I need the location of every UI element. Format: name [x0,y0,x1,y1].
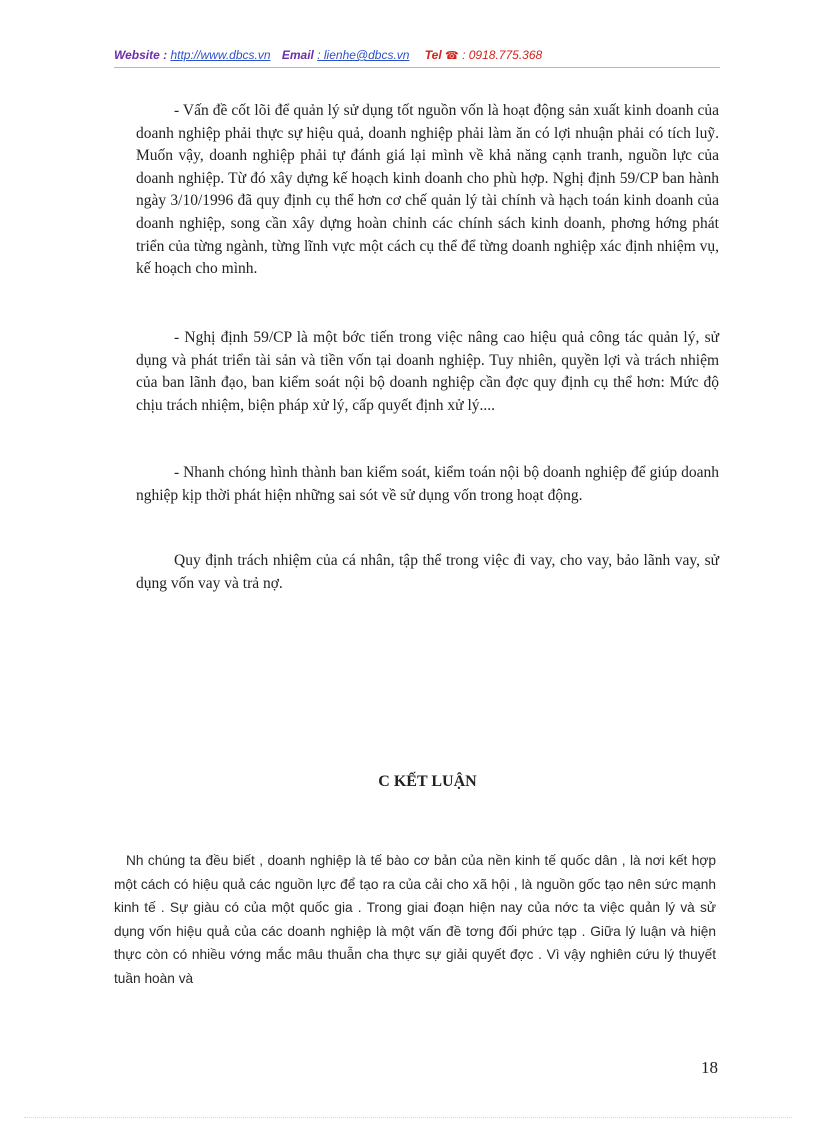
tel-number: : 0918.775.368 [462,48,543,62]
header-divider [114,67,720,68]
page-number: 18 [701,1058,718,1077]
body-paragraph-4: Quy định trách nhiệm của cá nhân, tập thể trong việc đi vay, cho vay, bảo lãnh vay, sử dụng vốn vay và trả nợ. [136,552,719,592]
phone-icon: ☎ [445,50,459,62]
conclusion-paragraph: Nh chúng ta đều biết , doanh nghiệp là tế bào cơ bản của nền kinh tế quốc dân , là nơi kết hợp một cách có hiệu quả các nguồn lực để tạo ra của cải cho xã hội , là nguồn gốc tạo nên sức mạnh kinh tế . Sự giàu có của một quốc gia . Trong giai đoạn hiện nay của nớc ta việc quản lý và sử dụng vốn hiệu quả của các doanh nghiệp là một vấn đề tơng đối phức tạp . Giữa lý luận và hiện thực còn có nhiều vớng mắc mâu thuẫn cha thực sự giải quyết đợc . Vì vậy nghiên cứu lý thuyết tuần hoàn và [114,853,716,986]
email-label: Email [281,48,314,62]
tel-label: Tel [424,48,442,62]
email-link[interactable]: : lienhe@dbcs.vn [317,48,410,62]
website-link[interactable]: http://www.dbcs.vn [170,48,271,62]
footer-divider [24,1117,792,1118]
section-heading: C KẾT LUẬN [378,773,477,790]
website-label: Website : [114,48,168,62]
page-header [114,48,720,66]
body-paragraph-3: - Nhanh chóng hình thành ban kiểm soát, kiểm toán nội bộ doanh nghiệp để giúp doanh nghiệp kịp thời phát hiện những sai sót về sử dụng vốn trong hoạt động. [136,464,719,504]
body-paragraph-1: - Vấn đề cốt lõi để quản lý sử dụng tốt nguồn vốn là hoạt động sản xuất kinh doanh của doanh nghiệp phải thực sự hiệu quả, doanh nghiệp phải làm ăn có lợi nhuận phải có tích luỹ. Muốn vậy, doanh nghiệp phải tự đánh giá lại mình về khả năng cạnh tranh, nguồn lực của doanh nghiệp. Từ đó xây dựng kế hoạch kinh doanh cho phù hợp. Nghị định 59/CP ban hành ngày 3/10/1996 đã quy định cụ thể hơn cơ chế quản lý tài chính và hạch toán kinh doanh của doanh nghiệp, song cần xây dựng hoàn chỉnh các chính sách kinh doanh, phơng hớng phát triển của từng ngành, từng lĩnh vực một cách cụ thể để từng doanh nghiệp xác định nhiệm vụ, kế hoạch cho mình. [136,102,719,278]
body-paragraph-2: - Nghị định 59/CP là một bớc tiến trong việc nâng cao hiệu quả công tác quản lý, sử dụng và phát triển tài sản và tiền vốn tại doanh nghiệp. Tuy nhiên, quyền lợi và trách nhiệm của ban lãnh đạo, ban kiểm soát nội bộ doanh nghiệp cần đợc quy định cụ thể hơn: Mức độ chịu trách nhiệm, biện pháp xử lý, cấp quyết định xử lý.... [136,329,719,414]
